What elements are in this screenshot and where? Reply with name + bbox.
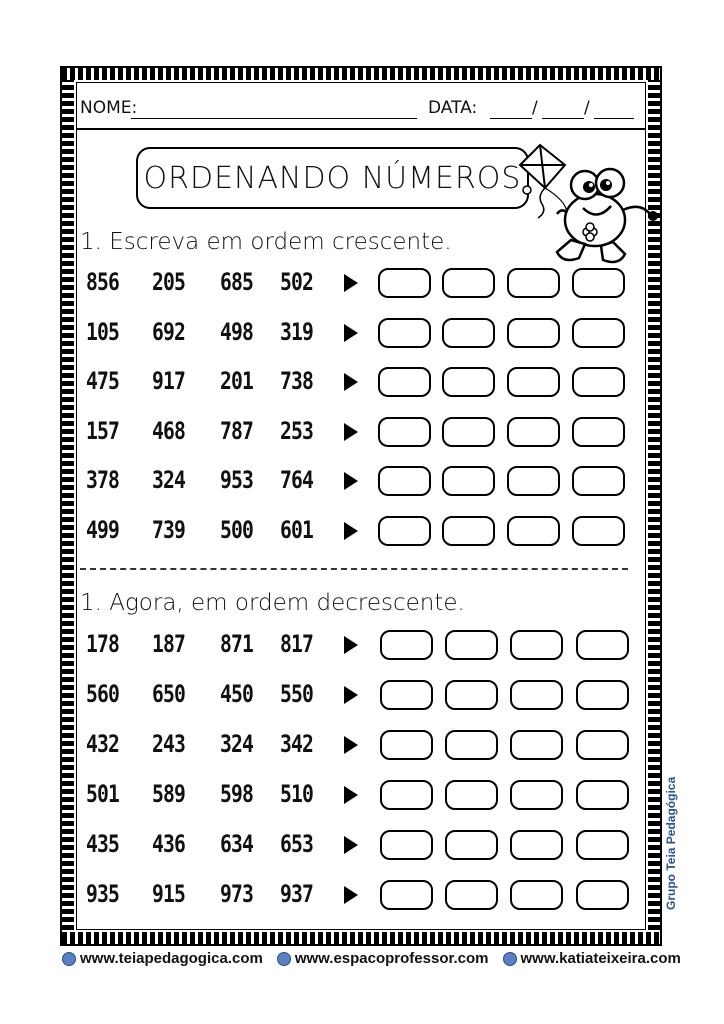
section1-row <box>80 314 640 354</box>
answer-box[interactable] <box>510 880 563 910</box>
side-credit: Grupo Teia Pedagógica <box>664 776 678 910</box>
number: 435 <box>86 830 120 858</box>
answer-box[interactable] <box>380 830 433 860</box>
number: 432 <box>86 730 120 758</box>
answer-box[interactable] <box>576 830 629 860</box>
number: 817 <box>280 630 314 658</box>
answer-box[interactable] <box>507 466 560 496</box>
number: 475 <box>86 367 120 395</box>
triangle-right-icon <box>344 274 358 292</box>
section2-row <box>80 776 640 816</box>
page-title: ORDENANDO NÚMEROS <box>143 160 522 196</box>
number: 436 <box>152 830 186 858</box>
top-border-ticks <box>62 68 660 80</box>
section1-row <box>80 462 640 502</box>
number: 856 <box>86 268 120 296</box>
answer-box[interactable] <box>576 880 629 910</box>
answer-box[interactable] <box>445 830 498 860</box>
triangle-right-icon <box>344 686 358 704</box>
number: 589 <box>152 780 186 808</box>
kite-mascot-illustration <box>505 140 670 280</box>
number: 157 <box>86 416 120 445</box>
answer-box[interactable] <box>445 880 498 910</box>
number: 917 <box>152 367 186 395</box>
triangle-right-icon <box>344 636 358 654</box>
section2-row <box>80 676 640 716</box>
answer-box[interactable] <box>445 630 498 660</box>
date-separator-2: / <box>584 98 590 118</box>
answer-box[interactable] <box>572 268 625 298</box>
number: 937 <box>280 880 314 908</box>
answer-box[interactable] <box>507 268 560 298</box>
number: 178 <box>86 630 120 658</box>
number: 201 <box>220 367 254 395</box>
number: 468 <box>152 416 186 445</box>
date-year-field[interactable] <box>594 118 634 119</box>
triangle-right-icon <box>344 886 358 904</box>
section1-row <box>80 264 640 304</box>
answer-box[interactable] <box>378 367 431 397</box>
triangle-right-icon <box>344 373 358 391</box>
answer-box[interactable] <box>510 730 563 760</box>
number: 502 <box>280 268 314 296</box>
answer-box[interactable] <box>572 318 625 348</box>
answer-box[interactable] <box>572 516 625 546</box>
section2-row <box>80 726 640 766</box>
number: 500 <box>220 515 254 544</box>
triangle-right-icon <box>344 836 358 854</box>
bottom-border-ticks <box>62 932 660 944</box>
answer-box[interactable] <box>442 516 495 546</box>
globe-icon <box>62 952 76 966</box>
number: 738 <box>280 367 314 395</box>
number: 253 <box>280 416 314 445</box>
number: 973 <box>220 880 254 908</box>
number: 510 <box>280 780 314 808</box>
number: 378 <box>86 466 120 494</box>
answer-box[interactable] <box>442 268 495 298</box>
triangle-right-icon <box>344 736 358 754</box>
section2-row <box>80 826 640 866</box>
answer-box[interactable] <box>445 730 498 760</box>
answer-box[interactable] <box>378 318 431 348</box>
name-label: NOME: <box>80 98 138 118</box>
section2-row <box>80 626 640 666</box>
answer-box[interactable] <box>380 880 433 910</box>
number: 498 <box>220 317 254 346</box>
date-separator-1: / <box>532 98 538 118</box>
number: 598 <box>220 780 254 808</box>
left-border-ticks <box>62 80 74 930</box>
number: 653 <box>280 830 314 858</box>
answer-box[interactable] <box>576 730 629 760</box>
name-field[interactable] <box>131 118 417 119</box>
instruction-ascending: 1. Escreva em ordem crescente. <box>80 229 452 255</box>
answer-box[interactable] <box>510 630 563 660</box>
answer-box[interactable] <box>378 516 431 546</box>
number: 953 <box>220 466 254 494</box>
triangle-right-icon <box>344 324 358 342</box>
answer-box[interactable] <box>378 466 431 496</box>
answer-box[interactable] <box>442 417 495 447</box>
answer-box[interactable] <box>572 367 625 397</box>
answer-box[interactable] <box>378 417 431 447</box>
answer-box[interactable] <box>510 680 563 710</box>
answer-box[interactable] <box>576 680 629 710</box>
number: 319 <box>280 317 314 346</box>
number: 560 <box>86 680 120 708</box>
globe-icon <box>503 952 517 966</box>
section1-row <box>80 512 640 552</box>
number: 915 <box>152 880 186 908</box>
footer-link-3[interactable]: www.katiateixeira.com <box>503 950 681 967</box>
answer-box[interactable] <box>380 780 433 810</box>
footer-links <box>62 950 702 967</box>
answer-box[interactable] <box>378 268 431 298</box>
answer-box[interactable] <box>576 780 629 810</box>
number: 501 <box>86 780 120 808</box>
footer-link-1[interactable]: www.teiapedagogica.com <box>62 950 263 967</box>
number: 871 <box>220 630 254 658</box>
section1-row <box>80 413 640 453</box>
triangle-right-icon <box>344 522 358 540</box>
number: 342 <box>280 730 314 758</box>
answer-box[interactable] <box>510 780 563 810</box>
section2-row <box>80 876 640 916</box>
number: 692 <box>152 317 186 346</box>
instruction-descending: 1. Agora, em ordem decrescente. <box>80 590 465 616</box>
answer-box[interactable] <box>380 680 433 710</box>
footer-link-2[interactable]: www.espacoprofessor.com <box>277 950 489 967</box>
number: 105 <box>86 317 120 346</box>
section1-row <box>80 363 640 403</box>
answer-box[interactable] <box>576 630 629 660</box>
answer-box[interactable] <box>445 680 498 710</box>
number: 324 <box>152 466 186 494</box>
number: 205 <box>152 268 186 296</box>
section-divider <box>80 568 628 570</box>
header-divider <box>76 128 646 130</box>
number: 324 <box>220 730 254 758</box>
number: 739 <box>152 515 186 544</box>
date-month-field[interactable] <box>542 118 584 119</box>
number: 764 <box>280 466 314 494</box>
answer-box[interactable] <box>507 417 560 447</box>
number: 450 <box>220 680 254 708</box>
number: 650 <box>152 680 186 708</box>
triangle-right-icon <box>344 472 358 490</box>
answer-box[interactable] <box>572 417 625 447</box>
answer-box[interactable] <box>380 730 433 760</box>
number: 243 <box>152 730 186 758</box>
number: 499 <box>86 515 120 544</box>
answer-box[interactable] <box>507 516 560 546</box>
answer-box[interactable] <box>445 780 498 810</box>
number: 634 <box>220 830 254 858</box>
number: 685 <box>220 268 254 296</box>
triangle-right-icon <box>344 423 358 441</box>
number: 935 <box>86 880 120 908</box>
answer-box[interactable] <box>442 466 495 496</box>
answer-box[interactable] <box>380 630 433 660</box>
answer-box[interactable] <box>442 367 495 397</box>
date-day-field[interactable] <box>490 118 532 119</box>
answer-box[interactable] <box>442 318 495 348</box>
date-label: DATA: <box>428 98 478 118</box>
triangle-right-icon <box>344 786 358 804</box>
answer-box[interactable] <box>507 318 560 348</box>
number: 550 <box>280 680 314 708</box>
answer-box[interactable] <box>510 830 563 860</box>
title-box <box>136 147 529 209</box>
answer-box[interactable] <box>572 466 625 496</box>
number: 787 <box>220 416 254 445</box>
number: 601 <box>280 515 314 544</box>
globe-icon <box>277 952 291 966</box>
number: 187 <box>152 630 186 658</box>
answer-box[interactable] <box>507 367 560 397</box>
